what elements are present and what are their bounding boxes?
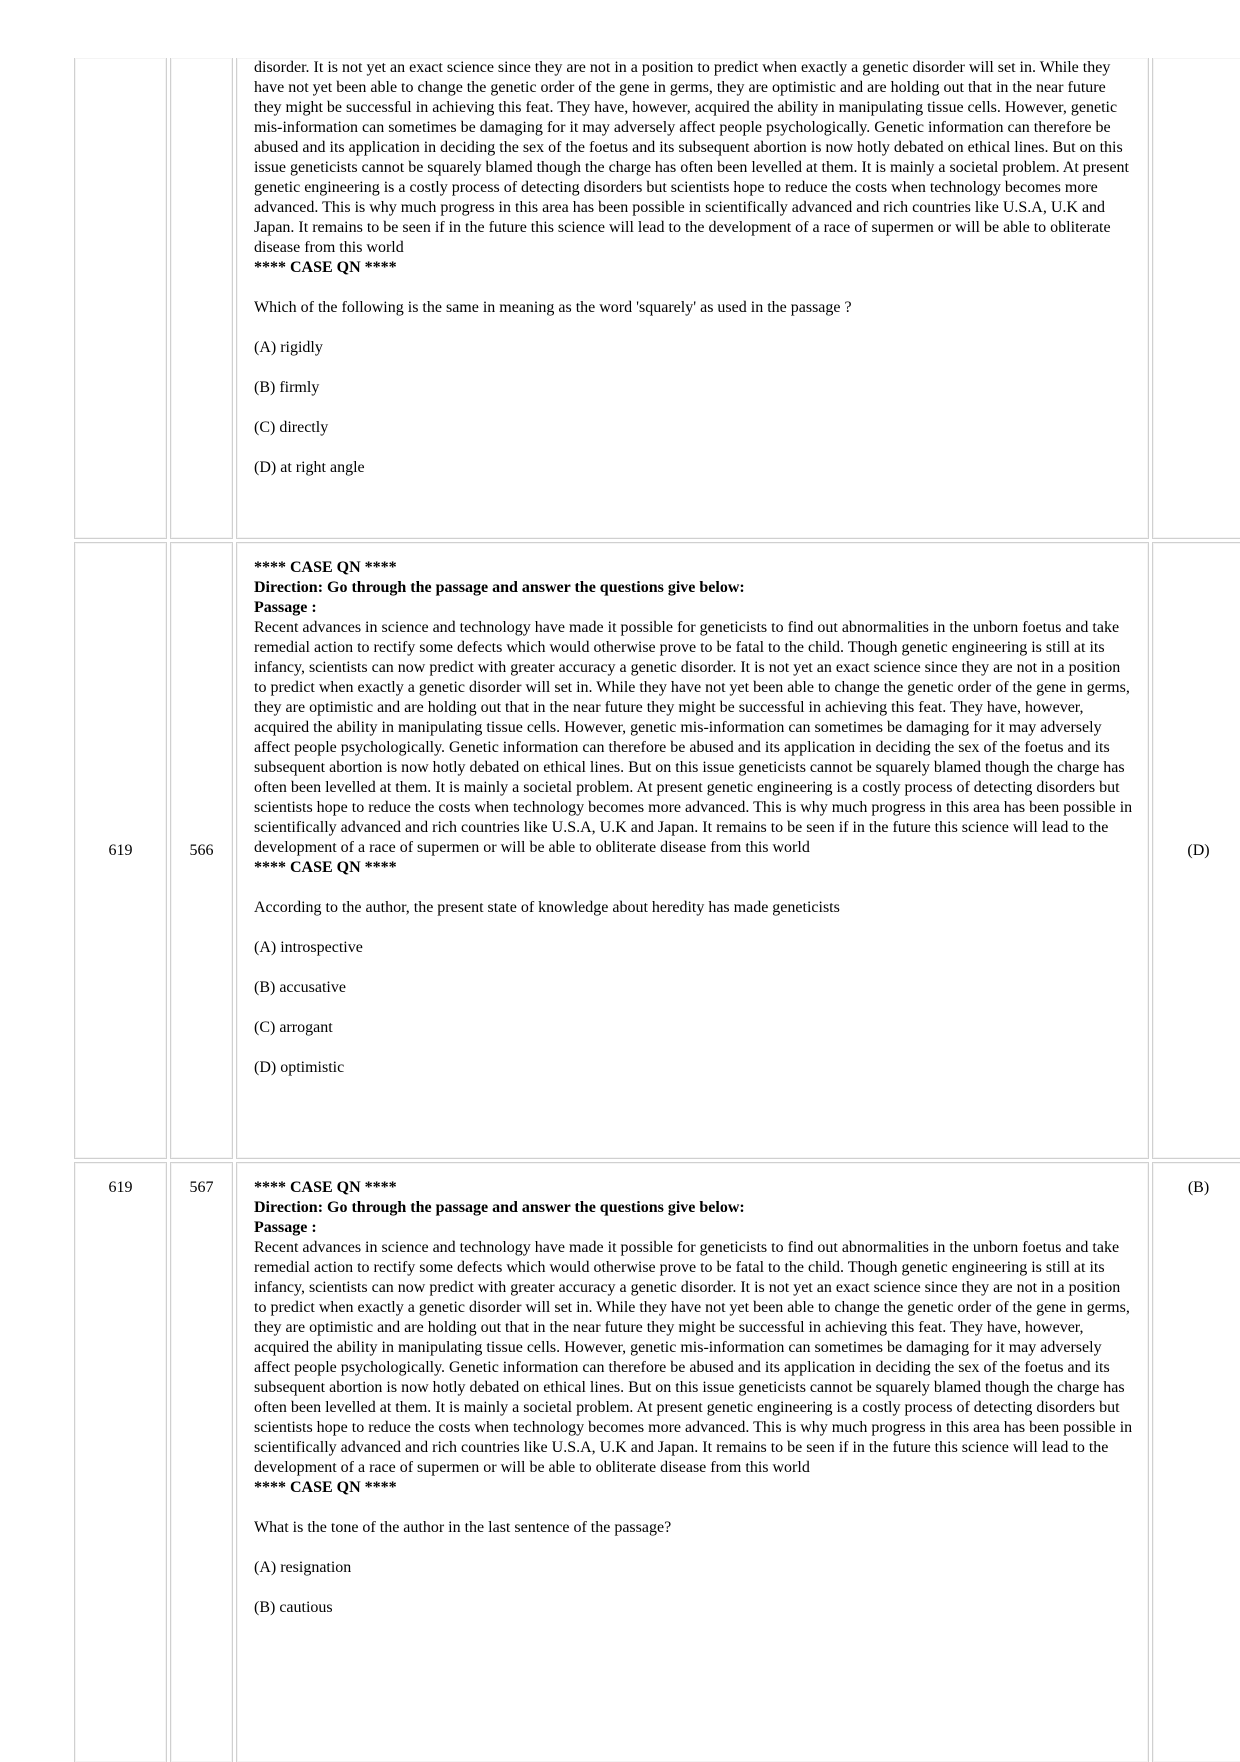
sl-cell xyxy=(74,1162,167,1762)
answer-cell xyxy=(1152,1162,1240,1762)
passage-text: disorder. It is not yet an exact science since they are not in a position to predict when exactly a genetic disorder will set in. While they have not yet been able to change the genetic order of the gene in germs, they are optimistic and are holding out that in the near future they might be successful in achieving this feat. They have, however, acquired the ability in manipulating tissue cells. However, genetic mis-information can sometimes be damaging for it may adversely affect people psychologically. Genetic information can therefore be abused and its application in deciding the sex of the foetus and its subsequent abortion is now hotly debated on ethical lines. But on this issue geneticists cannot be squarely blamed though the charge has often been levelled at them. It is mainly a societal problem. At present genetic engineering is a costly process of detecting disorders but scientists hope to reduce the costs when technology becomes more advanced. This is why much progress in this area has been possible in scientifically advanced and rich countries like U.S.A, U.K and Japan. It remains to be seen if in the future this science will lead to the development of a race of supermen or will be able to obliterate disease from this world xyxy=(254,59,1129,256)
option-b: (B) firmly xyxy=(254,379,320,396)
passage-text: Recent advances in science and technology have made it possible for geneticists to find out abnormalities in the unborn foetus and take remedial action to rectify some defects which would otherwise prove to be fatal to the child. Though genetic engineering is still at its infancy, scientists can now predict with greater accuracy a genetic disorder. It is not yet an exact science since they are not in a position to predict when exactly a genetic disorder will set in. While they have not yet been able to change the genetic order of the gene in germs, they are optimistic and are holding out that in the near future they might be successful in achieving this feat. They have, however, acquired the ability in manipulating tissue cells. However, genetic mis-information can sometimes be damaging for it may adversely affect people psychologically. Genetic information can therefore be abused and its application in deciding the sex of the foetus and its subsequent abortion is now hotly debated on ethical lines. But on this issue geneticists cannot be squarely blamed though the charge has often been levelled at them. It is mainly a societal problem. At present genetic engineering is a costly process of detecting disorders but scientists hope to reduce the costs when technology becomes more advanced. This is why much progress in this area has been possible in scientifically advanced and rich countries like U.S.A, U.K and Japan. It remains to be seen if in the future this science will lead to the development of a race of supermen or will be able to obliterate disease from this world xyxy=(254,619,1133,856)
sl-cell xyxy=(74,542,167,1159)
passage-label: Passage : xyxy=(254,599,317,616)
sl-number: 619 xyxy=(108,842,133,859)
question-content xyxy=(254,558,1136,1078)
option-b: (B) cautious xyxy=(254,1599,333,1616)
option-a: (A) introspective xyxy=(254,939,363,956)
question-number-cell xyxy=(170,542,233,1159)
option-c: (C) directly xyxy=(254,419,329,436)
passage-text: Recent advances in science and technology have made it possible for geneticists to find out abnormalities in the unborn foetus and take remedial action to rectify some defects which would otherwise prove to be fatal to the child. Though genetic engineering is still at its infancy, scientists can now predict with greater accuracy a genetic disorder. It is not yet an exact science since they are not in a position to predict when exactly a genetic disorder will set in. While they have not yet been able to change the genetic order of the gene in germs, they are optimistic and are holding out that in the near future they might be successful in achieving this feat. They have, however, acquired the ability in manipulating tissue cells. However, genetic mis-information can sometimes be damaging for it may adversely affect people psychologically. Genetic information can therefore be abused and its application in deciding the sex of the foetus and its subsequent abortion is now hotly debated on ethical lines. But on this issue geneticists cannot be squarely blamed though the charge has often been levelled at them. It is mainly a societal problem. At present genetic engineering is a costly process of detecting disorders but scientists hope to reduce the costs when technology becomes more advanced. This is why much progress in this area has been possible in scientifically advanced and rich countries like U.S.A, U.K and Japan. It remains to be seen if in the future this science will lead to the development of a race of supermen or will be able to obliterate disease from this world xyxy=(254,1239,1133,1476)
question-content-cell xyxy=(236,58,1149,539)
answer-cell xyxy=(1152,58,1240,539)
option-a: (A) rigidly xyxy=(254,339,323,356)
question-number: 567 xyxy=(189,1179,214,1196)
question-content-cell xyxy=(236,542,1149,1159)
question-content xyxy=(254,58,1136,478)
table-row xyxy=(74,58,1179,539)
question-text: What is the tone of the author in the last sentence of the passage? xyxy=(254,1519,672,1536)
passage-label: Passage : xyxy=(254,1219,317,1236)
option-a: (A) resignation xyxy=(254,1559,352,1576)
direction-text: Direction: Go through the passage and answer the questions give below: xyxy=(254,1199,745,1216)
answer-cell xyxy=(1152,542,1240,1159)
answer-text: (B) xyxy=(1187,1179,1210,1196)
case-end-marker: **** CASE QN **** xyxy=(254,1479,397,1496)
table-row xyxy=(74,542,1210,1159)
questions-table xyxy=(74,0,1210,1755)
question-content xyxy=(254,1178,1136,1618)
question-text: According to the author, the present state of knowledge about heredity has made geneticists xyxy=(254,899,840,916)
option-d: (D) at right angle xyxy=(254,459,365,476)
option-c: (C) arrogant xyxy=(254,1019,333,1036)
direction-text: Direction: Go through the passage and answer the questions give below: xyxy=(254,579,745,596)
question-number-cell xyxy=(170,58,233,539)
case-start-marker: **** CASE QN **** xyxy=(254,1179,397,1196)
option-b: (B) accusative xyxy=(254,979,346,996)
sl-number: 619 xyxy=(108,1179,133,1196)
question-text: Which of the following is the same in meaning as the word 'squarely' as used in the passage ? xyxy=(254,299,852,316)
question-content-cell xyxy=(236,1162,1149,1762)
question-number: 566 xyxy=(189,842,214,859)
case-end-marker: **** CASE QN **** xyxy=(254,859,397,876)
sl-cell xyxy=(74,58,167,539)
table-row xyxy=(74,1162,1210,1762)
option-d: (D) optimistic xyxy=(254,1059,345,1076)
case-end-marker: **** CASE QN **** xyxy=(254,259,397,276)
case-start-marker: **** CASE QN **** xyxy=(254,559,397,576)
answer-text: (D) xyxy=(1187,842,1210,859)
question-number-cell xyxy=(170,1162,233,1762)
